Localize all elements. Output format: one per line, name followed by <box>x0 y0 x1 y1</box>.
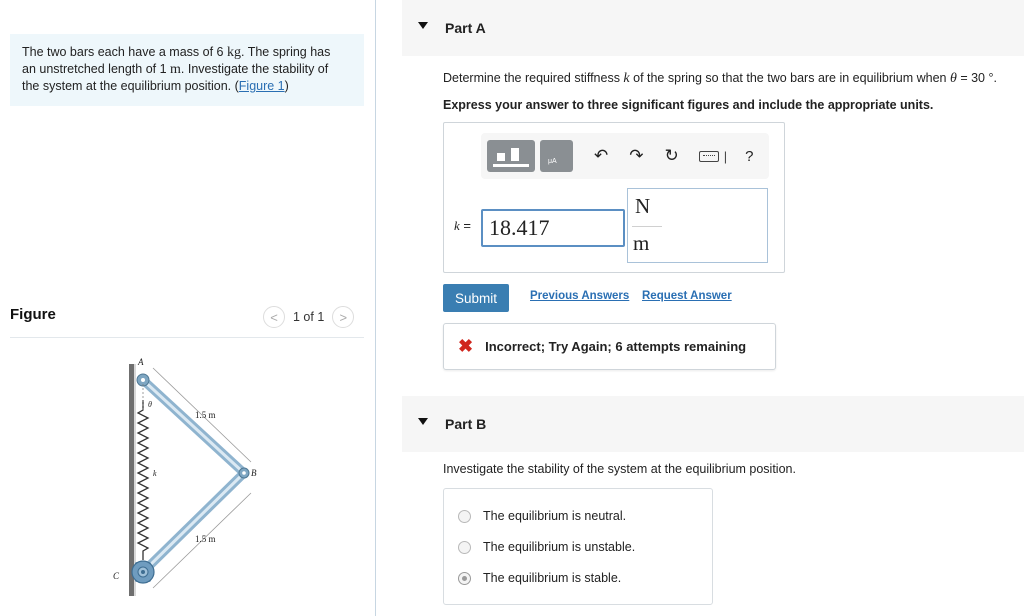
left-pane <box>0 0 376 616</box>
units-icon: μA <box>548 158 557 165</box>
next-figure-button[interactable]: > <box>332 306 354 328</box>
template-fraction-icon <box>511 148 519 161</box>
label-a: A <box>138 357 144 367</box>
redo-icon[interactable]: ↷ <box>629 146 644 165</box>
part-a-header[interactable] <box>402 0 1024 56</box>
prev-figure-button[interactable]: < <box>263 306 285 328</box>
figure-diagram <box>105 350 275 600</box>
template-square-icon <box>497 153 505 161</box>
feedback-text: Incorrect; Try Again; 6 attempts remaining <box>485 339 747 354</box>
options-list <box>443 488 713 605</box>
reset-icon[interactable]: ↻ <box>664 146 679 165</box>
option-unstable[interactable] <box>458 540 635 554</box>
label-theta: θ <box>148 400 152 409</box>
unit-numerator: N <box>635 194 651 218</box>
help-icon[interactable]: ? <box>745 147 754 165</box>
label-c: C <box>113 571 120 581</box>
label-b: B <box>251 468 257 478</box>
lower-bar-highlight <box>143 473 244 572</box>
answer-box <box>443 122 785 273</box>
part-b-header[interactable] <box>402 396 1024 452</box>
collapse-caret-icon[interactable] <box>418 418 428 425</box>
answer-value-input[interactable]: 18.417 <box>481 209 625 247</box>
undo-icon[interactable]: ↶ <box>594 146 609 165</box>
error-icon: ✖ <box>458 336 474 356</box>
figure-pager <box>263 306 354 328</box>
figure-divider <box>10 337 364 338</box>
pager-text: 1 of 1 <box>293 310 325 324</box>
part-b-question: Investigate the stability of the system at the equilibrium position. <box>443 462 796 476</box>
collapse-caret-icon[interactable] <box>418 22 428 29</box>
k-label: k = <box>454 218 471 233</box>
upper-bar-highlight <box>143 380 244 473</box>
option-label: The equilibrium is unstable. <box>483 540 636 554</box>
label-lower-length: 1.5 m <box>195 534 216 544</box>
label-upper-length: 1.5 m <box>195 410 216 420</box>
templates-button[interactable] <box>487 140 535 172</box>
unit-denominator: m <box>633 231 650 255</box>
figure-link[interactable]: Figure 1 <box>238 79 285 93</box>
submit-button[interactable]: Submit <box>443 284 509 312</box>
wall <box>129 364 134 596</box>
unit-fraction-bar <box>632 226 662 227</box>
part-a-question: Determine the required stiffness k of the spring so that the two bars are in equilibrium when θ = 30 °. <box>443 71 997 86</box>
math-toolbar <box>481 133 769 179</box>
figure-title: Figure <box>10 306 56 323</box>
radio-button-selected[interactable] <box>458 572 471 585</box>
part-b-title: Part B <box>445 416 487 432</box>
option-label: The equilibrium is neutral. <box>483 509 627 523</box>
option-neutral[interactable] <box>458 509 626 523</box>
spring <box>138 400 148 560</box>
problem-line-1: The two bars each have a mass of 6 kg. The spring has <box>22 45 331 60</box>
label-k: k <box>153 469 157 478</box>
pin-b-center <box>242 471 246 475</box>
option-label: The equilibrium is stable. <box>483 571 622 585</box>
part-a-title: Part A <box>445 20 486 36</box>
problem-statement <box>10 34 364 106</box>
feedback-message <box>443 323 776 370</box>
keyboard-icon[interactable] <box>699 151 719 162</box>
problem-line-3: the system at the equilibrium position. (Figure 1) <box>22 79 289 93</box>
request-answer-link[interactable]: Request Answer <box>642 290 732 302</box>
template-bar-icon <box>493 164 529 167</box>
keyboard-shortcuts-divider: | <box>723 148 728 164</box>
radio-button[interactable] <box>458 541 471 554</box>
part-a-instruction: Express your answer to three significant figures and include the appropriate units. <box>443 98 934 112</box>
pin-a-center <box>141 378 145 382</box>
previous-answers-link[interactable]: Previous Answers <box>530 290 630 302</box>
option-stable[interactable] <box>458 571 621 585</box>
roller-c-center <box>141 570 145 574</box>
problem-line-2: an unstretched length of 1 m. Investigate the stability of <box>22 62 329 77</box>
answer-units-input[interactable] <box>627 188 768 263</box>
units-button[interactable] <box>540 140 573 172</box>
radio-button[interactable] <box>458 510 471 523</box>
